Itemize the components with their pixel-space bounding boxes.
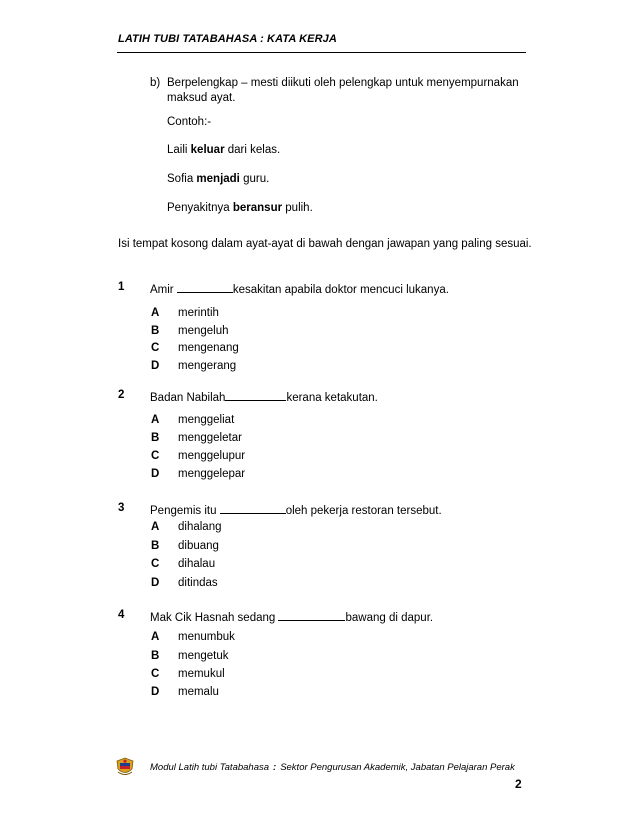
example-text: Laili [167, 144, 191, 156]
footer-organisation: Sektor Pengurusan Akademik, Jabatan Pelajaran Perak [280, 762, 515, 773]
footer-separator: : [273, 762, 277, 773]
option-text: merintih [178, 307, 219, 319]
option-text: dibuang [178, 540, 219, 552]
option-text: menumbuk [178, 631, 235, 643]
option-letter: C [151, 342, 160, 354]
option-text: menggeliat [178, 414, 235, 426]
question-number: 3 [118, 502, 125, 514]
answer-blank [177, 281, 233, 293]
footer-text [150, 762, 515, 773]
example-verb: keluar [190, 144, 225, 156]
question-text-after: kesakitan apabila doktor mencuci lukanya. [232, 284, 449, 296]
answer-blank [220, 502, 286, 514]
option-text: mengenang [178, 342, 239, 354]
contoh-label: Contoh:- [167, 116, 212, 128]
option-letter: C [151, 450, 160, 462]
question-text [150, 609, 433, 624]
page-number: 2 [515, 777, 522, 791]
example-text: guru. [239, 173, 270, 185]
answer-blank [225, 389, 286, 401]
option-letter: B [151, 650, 160, 662]
instruction-text: Isi tempat kosong dalam ayat-ayat di bawah dengan jawapan yang paling sesuai. [118, 238, 532, 250]
state-crest-icon [114, 757, 136, 777]
example-verb: beransur [232, 202, 283, 214]
option-text: menggelepar [178, 468, 246, 480]
section-b-definition-line2: maksud ayat. [167, 92, 236, 104]
option-letter: A [151, 631, 160, 643]
option-text: mengerang [178, 360, 237, 372]
option-text: memalu [178, 686, 219, 698]
option-text: ditindas [178, 577, 218, 589]
option-text: dihalau [178, 558, 216, 570]
option-letter: D [151, 360, 160, 372]
section-b-marker: b) [150, 77, 161, 89]
question-text-before: Mak Cik Hasnah sedang [150, 612, 279, 624]
option-letter: B [151, 540, 160, 552]
question-text [150, 281, 449, 296]
option-text: mengetuk [178, 650, 229, 662]
option-letter: D [151, 468, 160, 480]
option-letter: C [151, 558, 160, 570]
option-letter: C [151, 668, 160, 680]
header-divider [117, 52, 526, 53]
example-text: dari kelas. [224, 144, 281, 156]
example-verb: menjadi [196, 173, 240, 185]
section-b-definition-line1: Berpelengkap – mesti diikuti oleh pelengkap untuk menyempurnakan [167, 77, 519, 89]
example-text: Sofia [167, 173, 197, 185]
option-letter: B [151, 325, 160, 337]
option-text: mengeluh [178, 325, 229, 337]
example-sentence [167, 144, 280, 156]
option-letter: A [151, 521, 160, 533]
question-text-before: Badan Nabilah [150, 392, 226, 404]
page-header-title: LATIH TUBI TATABAHASA : KATA KERJA [118, 33, 337, 45]
question-text-after: bawang di dapur. [345, 612, 434, 624]
option-letter: A [151, 414, 160, 426]
example-text: Penyakitnya [167, 202, 233, 214]
question-number: 2 [118, 389, 125, 401]
footer-module-name: Modul Latih tubi Tatabahasa [150, 762, 270, 773]
example-text: pulih. [282, 202, 313, 214]
option-letter: D [151, 577, 160, 589]
example-sentence [167, 202, 313, 214]
question-text-after: oleh pekerja restoran tersebut. [285, 505, 442, 517]
question-text-after: kerana ketakutan. [286, 392, 378, 404]
question-text-before: Amir [150, 284, 177, 296]
question-number: 4 [118, 609, 125, 621]
option-letter: D [151, 686, 160, 698]
question-text [150, 502, 442, 517]
question-number: 1 [118, 281, 125, 293]
option-letter: B [151, 432, 160, 444]
option-text: memukul [178, 668, 225, 680]
option-text: menggelupur [178, 450, 246, 462]
question-text-before: Pengemis itu [150, 505, 220, 517]
option-text: menggeletar [178, 432, 242, 444]
example-sentence [167, 173, 269, 185]
option-letter: A [151, 307, 160, 319]
answer-blank [278, 609, 345, 621]
option-text: dihalang [178, 521, 222, 533]
question-text [150, 389, 378, 404]
